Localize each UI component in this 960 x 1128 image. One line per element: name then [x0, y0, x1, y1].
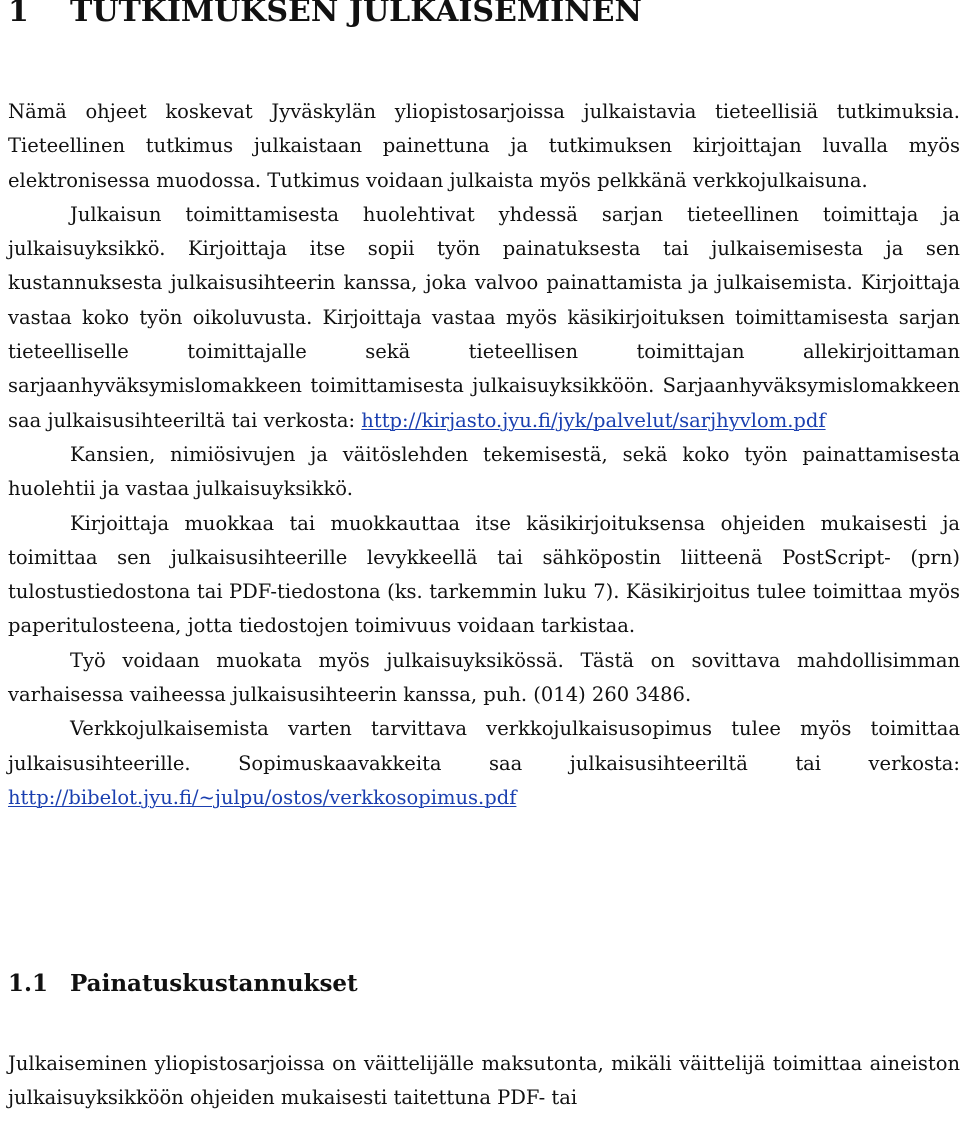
paragraph-intro: Nämä ohjeet koskevat Jyväskylän yliopistosarjoissa julkaistavia tieteellisiä tutkimuksia. Tieteellinen tutkimus julkaistaan painettuna ja tutkimuksen kirjoittajan luvalla myös elektronisessa muodossa. Tutkimus voidaan julkaista myös pelkkänä verkkojulkaisuna. — [8, 100, 960, 192]
paragraph-covers: Kansien, nimiösivujen ja väitöslehden tekemisestä, sekä koko työn painattamisesta huolehtii ja vastaa julkaisuyksikkö. — [8, 442, 960, 501]
subsection-title: Painatuskustannukset — [70, 970, 358, 997]
subsection-number: 1.1 — [8, 970, 49, 997]
section-title: TUTKIMUKSEN JULKAISEMINEN — [70, 0, 642, 29]
section-body — [8, 95, 960, 815]
paragraph-editing-text: Julkaisun toimittamisesta huolehtivat yhdessä sarjan tieteellinen toimittaja ja julkaisuyksikkö. Kirjoittaja itse sopii työn painatuksesta tai julkaisemisesta ja sen kustannuksesta julkaisusihteerin kanssa, joka valvoo painattamista ja julkaisemista. Kirjoittaja vastaa koko työn oikoluvusta. Kirjoittaja vastaa myös käsikirjoituksen toimittamisesta sarjan tieteelliselle toimittajalle sekä tieteellisen toimittajan allekirjoittaman sarjaanhyväksymislomakkeen toimittamisesta julkaisuyksikköön. Sarjaanhyväksymislomakkeen saa julkaisusihteeriltä tai verkosta: — [8, 202, 960, 432]
paragraph-manuscript: Kirjoittaja muokkaa tai muokkauttaa itse käsikirjoituksensa ohjeiden mukaisesti ja toimittaa sen julkaisusihteerille levykkeellä tai sähköpostin liitteenä PostScript- (prn) tulostustiedostona tai PDF-tiedostona (ks. tarkemmin luku 7). Käsikirjoitus tulee toimittaa myös paperitulosteena, jotta tiedostojen toimivuus voidaan tarkistaa. — [8, 511, 960, 638]
web-agreement-link[interactable]: http://bibelot.jyu.fi/~julpu/ostos/verkkosopimus.pdf — [8, 785, 517, 809]
approval-form-link[interactable]: http://kirjasto.jyu.fi/jyk/palvelut/sarjhyvlom.pdf — [361, 408, 826, 432]
paragraph-layout: Työ voidaan muokata myös julkaisuyksikössä. Tästä on sovittava mahdollisimman varhaisessa vaiheessa julkaisusihteerin kanssa, puh. (014) 260 3486. — [8, 648, 960, 707]
paragraph-web-publication — [8, 712, 960, 815]
section-heading — [8, 0, 642, 32]
subsection-heading — [8, 966, 358, 1002]
paragraph-printing-costs: Julkaiseminen yliopistosarjoissa on väittelijälle maksutonta, mikäli väittelijä toimittaa aineiston julkaisuyksikköön ohjeiden mukaisesti taitettuna PDF- tai — [8, 1052, 960, 1110]
paragraph-web-publication-text: Verkkojulkaisemista varten tarvittava verkkojulkaisusopimus tulee myös toimittaa julkaisusihteerille. Sopimuskaavakkeita saa julkaisusihteeriltä tai verkosta: — [8, 717, 960, 775]
section-number: 1 — [8, 0, 29, 29]
paragraph-editing — [8, 198, 960, 438]
subsection-body — [8, 1047, 960, 1116]
